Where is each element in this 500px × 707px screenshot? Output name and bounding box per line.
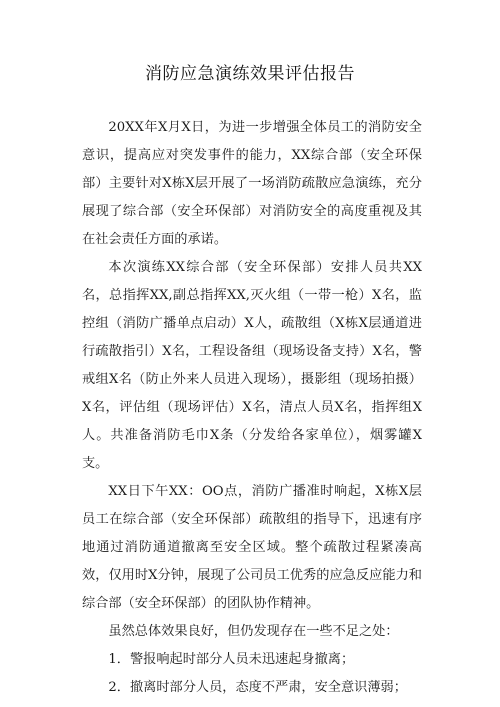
document-body	[82, 114, 422, 702]
paragraph-intro: 20XX年X月X日，为进一步增强全体员工的消防安全意识，提高应对突发事件的能力，XX综合部（安全环保部）主要针对X栋X层开展了一场消防疏散应急演练，充分展现了综合部（安全环保部）对消防安全的高度重视及其在社会责任方面的承诺。	[82, 120, 422, 247]
list-item: 1．警报响起时部分人员未迅速起身撤离；	[108, 652, 355, 667]
paragraph-shortcomings: 虽然总体效果良好，但仍发现存在一些不足之处：	[108, 624, 399, 639]
paragraph-process: XX日下午XX：OO点，消防广播准时响起，X栋X层员工在综合部（安全环保部）疏散组的指导下，迅速有序地通过消防通道撤离至安全区域。整个疏散过程紧凑高效，仅用时X分钟，展现了公司员工优秀的应急反应能力和综合部（安全环保部）的团队协作精神。	[82, 484, 422, 611]
list-item: 2．撤离时部分人员，态度不严肃，安全意识薄弱；	[108, 680, 407, 695]
paragraph-staffing: 本次演练XX综合部（安全环保部）安排人员共XX名，总指挥XX,副总指挥XX,灭火组（一带一枪）X名，监控组（消防广播单点启动）X人，疏散组（X栋X层通道进行疏散指引）X名，工程设备组（现场设备支持）X名，警戒组X名（防止外来人员进入现场），摄影组（现场拍摄）X名，评估组（现场评估）X名，清点人员X名，指挥组X人。共准备消防毛巾X条（分发给各家单位），烟雾罐X支。	[82, 260, 422, 471]
document-title: 消防应急演练效果评估报告	[145, 64, 355, 84]
